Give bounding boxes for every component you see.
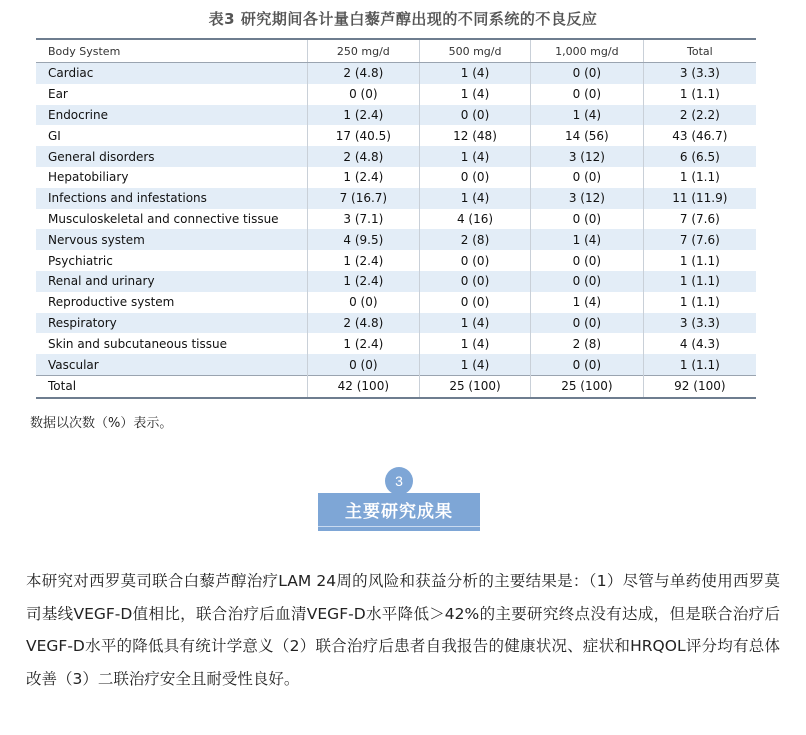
- cell-value: 4 (16): [420, 209, 531, 230]
- cell-value: 7 (7.6): [643, 229, 756, 250]
- table-row: [36, 292, 756, 313]
- cell-value: 3 (3.3): [643, 63, 756, 84]
- cell-value: 0 (0): [531, 63, 644, 84]
- column-header-500: 500 mg/d: [420, 40, 531, 63]
- section-title-banner: [318, 493, 480, 531]
- cell-value: 0 (0): [531, 313, 644, 334]
- cell-value: 1 (4): [420, 63, 531, 84]
- table-row: [36, 167, 756, 188]
- table-total-row: [36, 375, 756, 396]
- cell-body-system: Vascular: [36, 354, 307, 375]
- column-header-250: 250 mg/d: [307, 40, 419, 63]
- cell-value: 1 (1.1): [643, 250, 756, 271]
- cell-value: 1 (1.1): [643, 292, 756, 313]
- cell-value: 2 (8): [531, 333, 644, 354]
- cell-value: 0 (0): [531, 271, 644, 292]
- table-row: [36, 63, 756, 84]
- cell-value: 11 (11.9): [643, 188, 756, 209]
- cell-value: 1 (2.4): [307, 250, 419, 271]
- cell-value: 0 (0): [307, 354, 419, 375]
- cell-value: 0 (0): [531, 167, 644, 188]
- cell-total-label: Total: [36, 375, 307, 396]
- cell-value: 0 (0): [307, 84, 419, 105]
- banner-underline: [318, 526, 480, 527]
- table-row: [36, 271, 756, 292]
- cell-value: 1 (1.1): [643, 84, 756, 105]
- cell-body-system: Musculoskeletal and connective tissue: [36, 209, 307, 230]
- cell-body-system: Skin and subcutaneous tissue: [36, 333, 307, 354]
- cell-body-system: Infections and infestations: [36, 188, 307, 209]
- table-footnote: 数据以次数（%）表示。: [30, 416, 173, 431]
- cell-value: 1 (1.1): [643, 167, 756, 188]
- table-row: [36, 209, 756, 230]
- cell-value: 0 (0): [420, 292, 531, 313]
- cell-value: 43 (46.7): [643, 125, 756, 146]
- cell-value: 2 (4.8): [307, 63, 419, 84]
- cell-value: 1 (4): [531, 292, 644, 313]
- table-row: [36, 333, 756, 354]
- table-row: [36, 229, 756, 250]
- cell-value: 2 (4.8): [307, 146, 419, 167]
- table-body: [36, 63, 756, 397]
- cell-body-system: Cardiac: [36, 63, 307, 84]
- cell-value: 3 (12): [531, 146, 644, 167]
- cell-value: 4 (4.3): [643, 333, 756, 354]
- cell-body-system: Hepatobiliary: [36, 167, 307, 188]
- table-row: [36, 354, 756, 375]
- cell-value: 2 (8): [420, 229, 531, 250]
- adverse-events-table: [36, 38, 756, 399]
- cell-value: 0 (0): [420, 167, 531, 188]
- cell-value: 1 (1.1): [643, 271, 756, 292]
- cell-value: 3 (12): [531, 188, 644, 209]
- column-header-total: Total: [643, 40, 756, 63]
- column-header-1000: 1,000 mg/d: [531, 40, 644, 63]
- cell-value: 0 (0): [531, 84, 644, 105]
- cell-body-system: Endocrine: [36, 105, 307, 126]
- cell-body-system: GI: [36, 125, 307, 146]
- cell-value: 0 (0): [420, 271, 531, 292]
- cell-total-value: 42 (100): [307, 375, 419, 396]
- cell-body-system: Reproductive system: [36, 292, 307, 313]
- cell-value: 1 (4): [420, 84, 531, 105]
- cell-value: 2 (4.8): [307, 313, 419, 334]
- cell-value: 0 (0): [307, 292, 419, 313]
- cell-value: 12 (48): [420, 125, 531, 146]
- cell-value: 7 (16.7): [307, 188, 419, 209]
- cell-body-system: General disorders: [36, 146, 307, 167]
- table-row: [36, 84, 756, 105]
- cell-total-value: 25 (100): [420, 375, 531, 396]
- cell-value: 0 (0): [531, 209, 644, 230]
- table-row: [36, 105, 756, 126]
- table-row: [36, 313, 756, 334]
- cell-value: 0 (0): [420, 105, 531, 126]
- cell-total-value: 92 (100): [643, 375, 756, 396]
- cell-value: 1 (2.4): [307, 105, 419, 126]
- cell-value: 0 (0): [420, 250, 531, 271]
- results-paragraph: 本研究对西罗莫司联合白藜芦醇治疗LAM 24周的风险和获益分析的主要结果是：（1）尽管与单药使用西罗莫司基线VEGF-D值相比，联合治疗后血清VEGF-D水平降低＞42%的主要研究终点没有达成，但是联合治疗后VEGF-D水平的降低具有统计学意义（2）联合治疗后患者自我报告的健康状况、症状和HRQOL评分均有总体改善（3）二联治疗安全且耐受性良好。: [26, 572, 780, 688]
- cell-value: 1 (4): [420, 188, 531, 209]
- section-number-badge: 3: [385, 467, 413, 495]
- table-row: [36, 125, 756, 146]
- cell-body-system: Nervous system: [36, 229, 307, 250]
- cell-value: 1 (1.1): [643, 354, 756, 375]
- cell-body-system: Psychiatric: [36, 250, 307, 271]
- cell-value: 0 (0): [531, 250, 644, 271]
- table-row: [36, 188, 756, 209]
- table-header-row: [36, 40, 756, 63]
- cell-value: 1 (4): [420, 146, 531, 167]
- data-table: [36, 40, 756, 397]
- table-row: [36, 146, 756, 167]
- cell-value: 4 (9.5): [307, 229, 419, 250]
- column-header-body-system: Body System: [36, 40, 307, 63]
- cell-value: 2 (2.2): [643, 105, 756, 126]
- cell-total-value: 25 (100): [531, 375, 644, 396]
- cell-value: 6 (6.5): [643, 146, 756, 167]
- cell-value: 1 (4): [531, 105, 644, 126]
- cell-value: 1 (2.4): [307, 271, 419, 292]
- cell-value: 1 (2.4): [307, 167, 419, 188]
- cell-value: 7 (7.6): [643, 209, 756, 230]
- cell-value: 1 (4): [420, 333, 531, 354]
- cell-value: 1 (4): [420, 354, 531, 375]
- cell-value: 3 (7.1): [307, 209, 419, 230]
- cell-value: 1 (4): [420, 313, 531, 334]
- cell-value: 0 (0): [531, 354, 644, 375]
- table-row: [36, 250, 756, 271]
- cell-value: 3 (3.3): [643, 313, 756, 334]
- cell-value: 1 (2.4): [307, 333, 419, 354]
- cell-body-system: Renal and urinary: [36, 271, 307, 292]
- cell-value: 1 (4): [531, 229, 644, 250]
- cell-value: 17 (40.5): [307, 125, 419, 146]
- section-title: 主要研究成果: [345, 502, 453, 522]
- table-title: 表3 研究期间各计量白藜芦醇出现的不同系统的不良反应: [208, 10, 598, 28]
- cell-value: 14 (56): [531, 125, 644, 146]
- cell-body-system: Ear: [36, 84, 307, 105]
- cell-body-system: Respiratory: [36, 313, 307, 334]
